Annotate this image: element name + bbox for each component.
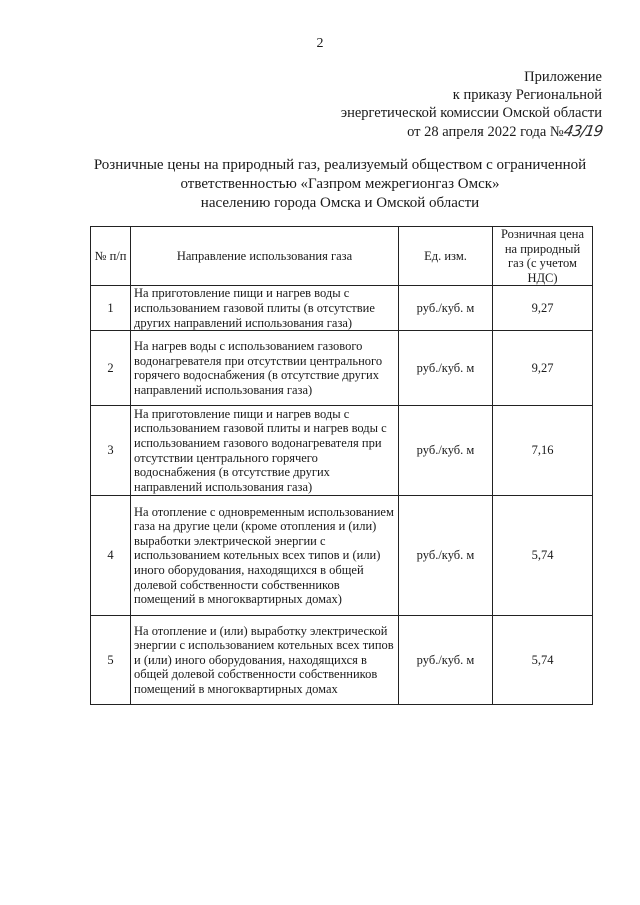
row-price: 9,27 <box>493 331 593 406</box>
header-unit: Ед. изм. <box>399 227 493 286</box>
row-direction: На нагрев воды с использованием газового водонагревателя при отсутствии центрального горячего водоснабжения (в отсутствие других направлений использования газа) <box>131 331 399 406</box>
appendix-line-2: к приказу Региональной <box>452 87 602 103</box>
row-direction: На приготовление пищи и нагрев воды с использованием газовой плиты и нагрев воды с использованием газового водонагревателя при отсутствии центрального горячего водоснабжения (в отсутствие других направлений использования газа) <box>131 406 399 496</box>
row-num: 4 <box>91 496 131 616</box>
row-unit: руб./куб. м <box>399 616 493 705</box>
table-row <box>91 406 593 496</box>
appendix-line-3: энергетической комиссии Омской области <box>340 105 602 121</box>
row-num: 2 <box>91 331 131 406</box>
document-title <box>60 156 620 213</box>
row-unit: руб./куб. м <box>399 286 493 331</box>
table-row <box>91 286 593 331</box>
row-unit: руб./куб. м <box>399 331 493 406</box>
table-row <box>91 496 593 616</box>
row-price: 5,74 <box>493 616 593 705</box>
prices-table <box>90 226 593 705</box>
row-direction: На приготовление пищи и нагрев воды с использованием газовой плиты (в отсутствие других направлений использования газа) <box>131 286 399 331</box>
title-line-3: населению города Омска и Омской области <box>200 195 480 211</box>
header-direction: Направление использования газа <box>131 227 399 286</box>
title-line-2: ответственностью «Газпром межрегионгаз Омск» <box>180 176 500 192</box>
row-num: 1 <box>91 286 131 331</box>
row-unit: руб./куб. м <box>399 406 493 496</box>
title-line-1: Розничные цены на природный газ, реализуемый обществом с ограниченной <box>93 157 587 173</box>
appendix-line-4 <box>341 122 602 141</box>
row-unit: руб./куб. м <box>399 496 493 616</box>
order-date: от 28 апреля 2022 года № <box>407 124 564 140</box>
page-number: 2 <box>316 36 324 51</box>
table-header-row <box>91 227 593 286</box>
row-price: 7,16 <box>493 406 593 496</box>
appendix-header <box>341 68 602 141</box>
row-num: 3 <box>91 406 131 496</box>
table-row <box>91 331 593 406</box>
header-num: № п/п <box>91 227 131 286</box>
row-price: 5,74 <box>493 496 593 616</box>
appendix-line-1: Приложение <box>524 69 602 85</box>
row-direction: На отопление с одновременным использованием газа на другие цели (кроме отопления и (или) выработки электрической энергии с использованием котельных всех типов и (или) иного оборудования, находящихся в общей долевой собственности собственников помещений в многоквартирных домах) <box>131 496 399 616</box>
order-number-handwritten: 43/19 <box>562 122 604 140</box>
row-price: 9,27 <box>493 286 593 331</box>
header-price: Розничная цена на природный газ (с учетом НДС) <box>493 227 593 286</box>
table-row <box>91 616 593 705</box>
row-num: 5 <box>91 616 131 705</box>
row-direction: На отопление и (или) выработку электрической энергии с использованием котельных всех типов и (или) иного оборудования, находящихся в общей долевой собственности собственников помещений в многоквартирных домах <box>131 616 399 705</box>
